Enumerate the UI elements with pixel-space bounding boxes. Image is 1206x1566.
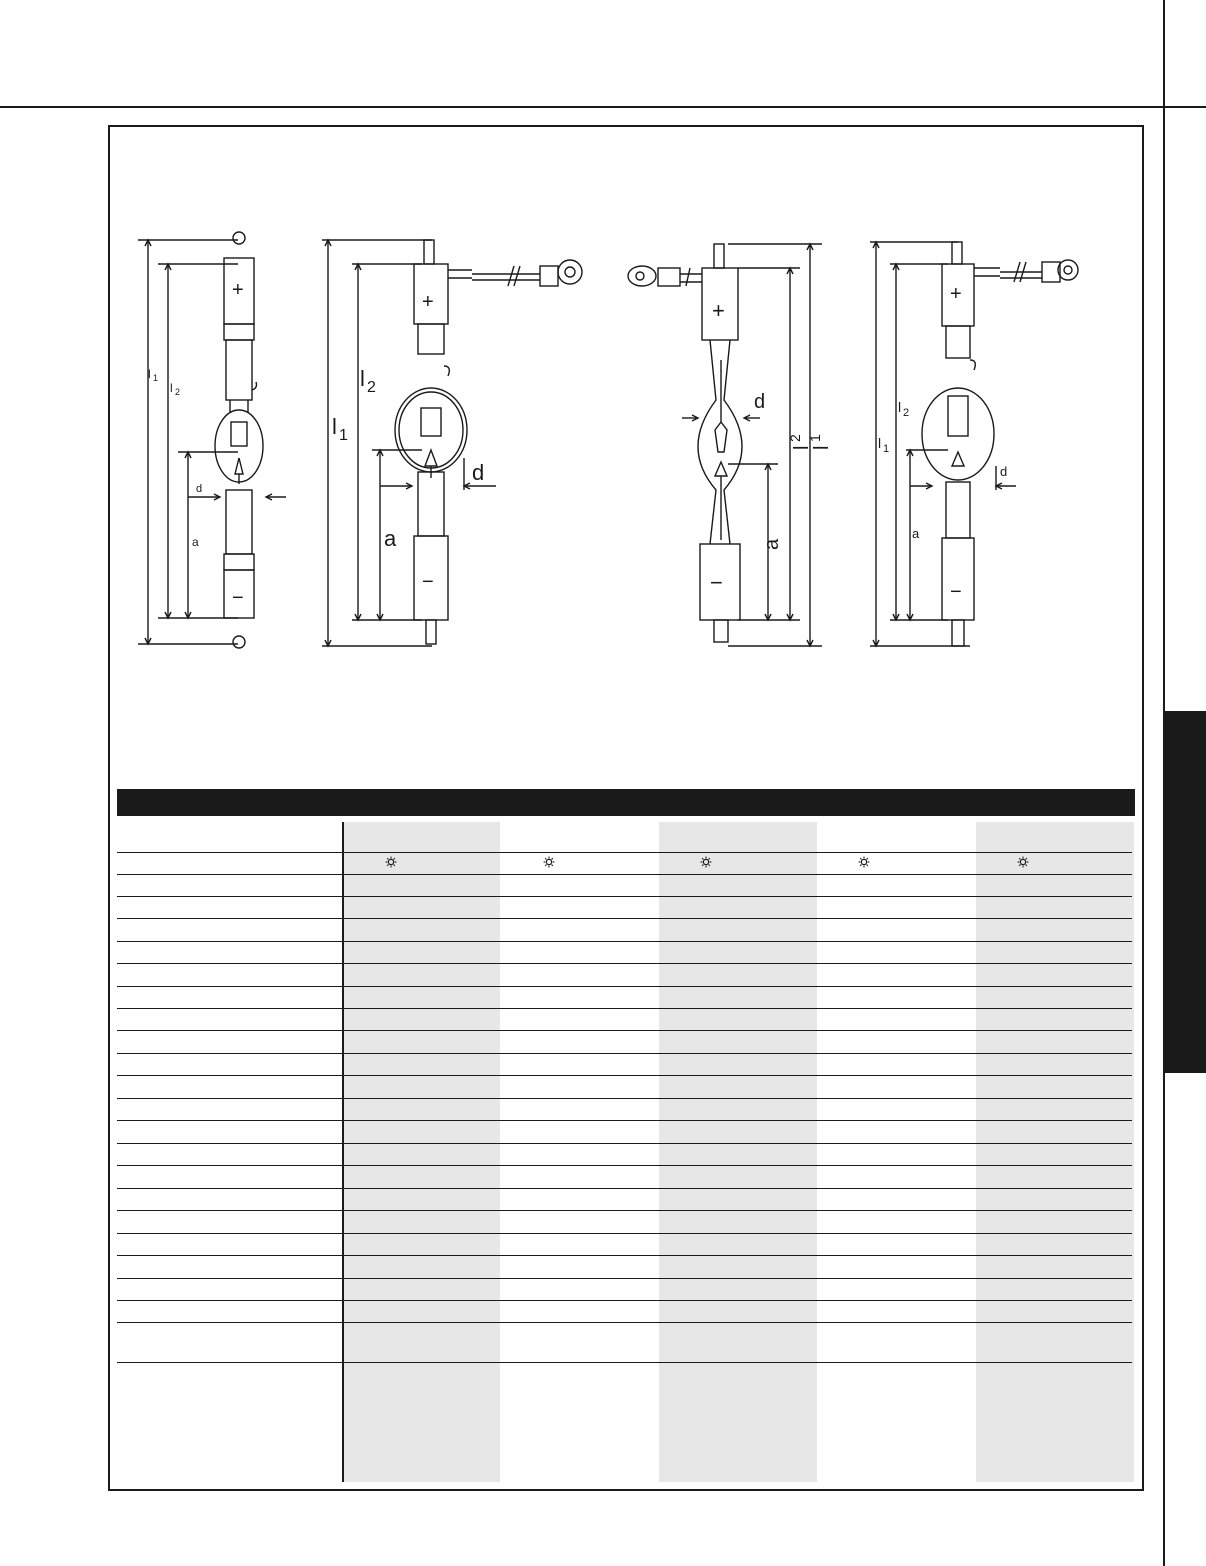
table-row-rule xyxy=(117,1322,1132,1323)
lamp3-l1-sub: 1 xyxy=(807,434,823,442)
lamp3-l2-label: l xyxy=(791,445,813,450)
lamp2-plus: + xyxy=(422,291,434,313)
lamp1-l2-label: l xyxy=(170,381,173,395)
label-column-divider xyxy=(342,822,344,1482)
table-row-rule xyxy=(117,941,1132,942)
lamp-dimension-drawings xyxy=(110,200,1142,680)
lamp1-plus: + xyxy=(232,279,244,301)
lamp3-d-label: d xyxy=(754,391,766,413)
lamp3-plus: + xyxy=(712,298,725,323)
table-row-rule xyxy=(117,1120,1132,1121)
lamp-drawing-3 xyxy=(628,244,822,646)
table-row-rule xyxy=(117,874,1132,875)
table-row-rule xyxy=(117,963,1132,964)
sun-icon xyxy=(543,856,555,868)
table-row-rule xyxy=(117,1165,1132,1166)
table-row-rule xyxy=(117,1188,1132,1189)
top-rule xyxy=(0,106,1206,108)
table-row-rule xyxy=(117,1278,1132,1279)
sun-icon xyxy=(1017,856,1029,868)
lamp-drawing-2 xyxy=(322,240,582,646)
lamp1-l2-sub: 2 xyxy=(175,387,181,397)
column-shade-3 xyxy=(659,822,817,1482)
sun-icon xyxy=(858,856,870,868)
table-row-rule xyxy=(117,1053,1132,1054)
lamp2-l2-sub: 2 xyxy=(367,379,376,396)
lamp2-minus: − xyxy=(422,571,434,593)
lamp4-a-label: a xyxy=(912,526,920,541)
lamp3-l1-label: l xyxy=(811,445,833,450)
section-tab xyxy=(1165,711,1206,1073)
lamp1-a-label: a xyxy=(192,535,199,549)
lamp-drawing-4 xyxy=(870,242,1078,646)
lamp2-d-label: d xyxy=(472,460,485,485)
lamp2-a-label: a xyxy=(384,526,397,551)
table-row-rule xyxy=(117,1255,1132,1256)
lamp2-l1-label: l xyxy=(332,414,337,439)
lamp4-minus: − xyxy=(950,581,962,603)
lamp2-l1-sub: 1 xyxy=(339,427,348,444)
lamp-drawing-1 xyxy=(138,232,286,648)
table-row-rule xyxy=(117,1098,1132,1099)
column-shade-1 xyxy=(344,822,500,1482)
table-row-rule xyxy=(117,1210,1132,1211)
lamp1-l1-sub: 1 xyxy=(153,373,159,383)
lamp4-plus: + xyxy=(950,283,962,305)
table-row-rule xyxy=(117,896,1132,897)
lamp3-a-label: a xyxy=(761,538,783,550)
table-row-rule xyxy=(117,1362,1132,1363)
lamp1-d-label: d xyxy=(196,483,203,495)
table-row-rule xyxy=(117,1008,1132,1009)
table-row-rule xyxy=(117,986,1132,987)
lamp1-minus: − xyxy=(232,587,244,609)
table-row-rule xyxy=(117,1143,1132,1144)
table-row-rule xyxy=(117,1075,1132,1076)
table-row-rule xyxy=(117,1030,1132,1031)
table-row-rule xyxy=(117,1233,1132,1234)
column-shade-5 xyxy=(976,822,1134,1482)
lamp3-minus: − xyxy=(710,570,723,595)
lamp4-l2-label: l xyxy=(898,399,902,415)
table-header-bar xyxy=(117,789,1135,816)
lamp3-l2-sub: 2 xyxy=(787,434,803,442)
table-row-rule xyxy=(117,1300,1132,1301)
sun-icon xyxy=(700,856,712,868)
lamp4-l1-label: l xyxy=(878,435,882,451)
lamp4-l2-sub: 2 xyxy=(903,407,910,419)
lamp2-l2-label: l xyxy=(360,366,365,391)
sun-icon xyxy=(385,856,397,868)
lamp4-d-label: d xyxy=(1000,464,1008,479)
lamp4-l1-sub: 1 xyxy=(883,443,890,455)
lamp1-l1-label: l xyxy=(148,367,151,381)
table-row-rule xyxy=(117,918,1132,919)
table-row-rule xyxy=(117,852,1132,853)
